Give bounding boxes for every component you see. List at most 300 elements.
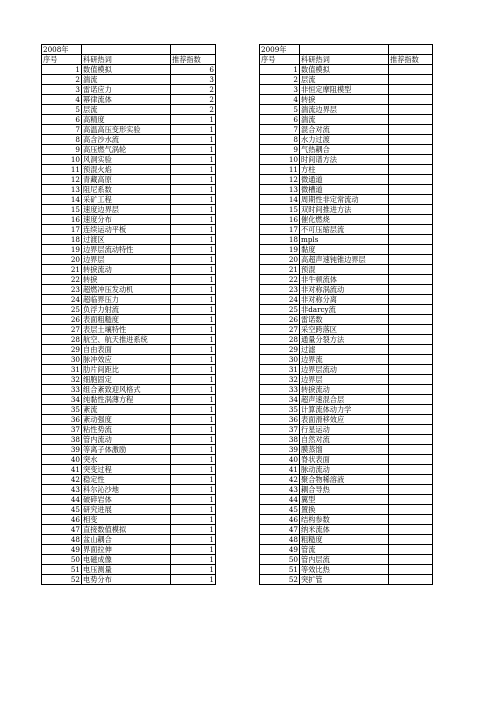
keyword-cell: 数值模拟 (82, 65, 171, 75)
score-cell (389, 385, 433, 395)
index-cell: 52 (260, 575, 300, 585)
index-cell: 9 (260, 145, 300, 155)
score-cell: 1 (171, 225, 216, 235)
index-cell: 35 (42, 405, 82, 415)
gap-cell (216, 495, 260, 505)
keyword-cell: 细胞固定 (82, 375, 171, 385)
score-cell (389, 565, 433, 575)
keyword-cell: 边界流 (300, 355, 389, 365)
table-row (42, 225, 433, 235)
index-cell: 16 (260, 215, 300, 225)
keyword-cell: 微槽道 (300, 185, 389, 195)
keyword-cell: 雷诺应力 (82, 85, 171, 95)
gap-cell (216, 95, 260, 105)
index-cell: 9 (42, 145, 82, 155)
index-cell: 47 (260, 525, 300, 535)
keyword-cell: 双时间推进方法 (300, 205, 389, 215)
score-cell: 1 (171, 495, 216, 505)
keyword-cell: 突水 (82, 455, 171, 465)
index-cell: 24 (260, 295, 300, 305)
table-row (42, 75, 433, 85)
score-cell (389, 95, 433, 105)
gap-cell (216, 105, 260, 115)
score-cell (389, 185, 433, 195)
keyword-cell: 计算流体动力学 (300, 405, 389, 415)
keyword-cell: 高压燃气涡轮 (82, 145, 171, 155)
score-cell: 1 (171, 525, 216, 535)
index-cell: 36 (260, 415, 300, 425)
score-cell: 1 (171, 185, 216, 195)
keyword-cell: 等离子体激励 (82, 445, 171, 455)
keyword-cell: 纳米流体 (300, 525, 389, 535)
index-cell: 46 (260, 515, 300, 525)
keyword-cell: 气热耦合 (300, 145, 389, 155)
score-cell (389, 65, 433, 75)
gap-cell (216, 275, 260, 285)
keyword-cell: 研究进展 (82, 505, 171, 515)
keyword-cell: 超声速混合层 (300, 395, 389, 405)
index-cell: 13 (42, 185, 82, 195)
gap-cell (216, 205, 260, 215)
score-cell: 1 (171, 425, 216, 435)
index-cell: 2 (260, 75, 300, 85)
table-row (42, 235, 433, 245)
score-cell: 1 (171, 125, 216, 135)
score-cell (389, 205, 433, 215)
gap-cell (216, 115, 260, 125)
index-cell: 18 (260, 235, 300, 245)
index-cell: 23 (260, 285, 300, 295)
score-cell: 1 (171, 365, 216, 375)
table-row (42, 195, 433, 205)
keyword-cell: 航空、航天推进系统 (82, 335, 171, 345)
table-row (42, 385, 433, 395)
keyword-cell: 湍流边界层 (300, 105, 389, 115)
score-cell (389, 85, 433, 95)
index-cell: 29 (260, 345, 300, 355)
index-cell: 39 (260, 445, 300, 455)
index-cell: 15 (42, 205, 82, 215)
keyword-cell: 突变过程 (82, 465, 171, 475)
table-row (42, 355, 433, 365)
table-row (42, 495, 433, 505)
keyword-cell: 非牛顿流体 (300, 275, 389, 285)
keyword-cell: 表层土壤特性 (82, 325, 171, 335)
score-cell: 6 (171, 65, 216, 75)
index-cell: 29 (42, 345, 82, 355)
table-row (42, 445, 433, 455)
index-cell: 50 (260, 555, 300, 565)
gap-cell (216, 245, 260, 255)
index-cell: 32 (260, 375, 300, 385)
keyword-cell: 管流 (300, 545, 389, 555)
score-cell: 1 (171, 235, 216, 245)
index-cell: 19 (42, 245, 82, 255)
keyword-cell: 非darcy流 (300, 305, 389, 315)
table-row (42, 135, 433, 145)
keyword-cell: 湍流 (300, 115, 389, 125)
score-cell: 1 (171, 175, 216, 185)
keyword-cell: 脊状表面 (300, 455, 389, 465)
index-cell: 43 (42, 485, 82, 495)
keyword-cell: 管内流动 (82, 435, 171, 445)
index-cell: 2 (42, 75, 82, 85)
index-cell: 4 (42, 95, 82, 105)
table-row (42, 185, 433, 195)
keyword-cell: 组合紊致迎风格式 (82, 385, 171, 395)
score-cell: 1 (171, 215, 216, 225)
index-cell: 45 (260, 505, 300, 515)
keyword-cell: 突扩管 (300, 575, 389, 585)
index-cell: 48 (42, 535, 82, 545)
keyword-cell: 负浮力射流 (82, 305, 171, 315)
score-cell: 1 (171, 475, 216, 485)
score-cell: 1 (171, 285, 216, 295)
score-cell (389, 495, 433, 505)
index-cell: 46 (42, 515, 82, 525)
score-cell: 1 (171, 385, 216, 395)
index-cell: 50 (42, 555, 82, 565)
index-cell: 49 (260, 545, 300, 555)
score-cell (389, 195, 433, 205)
gap-cell (216, 225, 260, 235)
index-cell: 19 (260, 245, 300, 255)
keyword-cell: 稳定性 (82, 475, 171, 485)
table-row (42, 365, 433, 375)
keyword-cell: 破碎岩体 (82, 495, 171, 505)
index-cell: 10 (42, 155, 82, 165)
gap-cell (216, 305, 260, 315)
table-row (42, 115, 433, 125)
table-row (42, 245, 433, 255)
keyword-cell: 雷诺数 (300, 315, 389, 325)
score-cell: 1 (171, 195, 216, 205)
gap-cell (216, 135, 260, 145)
keyword-cell: 连续运动平板 (82, 225, 171, 235)
table-row (42, 255, 433, 265)
header-index-2009: 序号 (260, 55, 300, 65)
index-cell: 6 (42, 115, 82, 125)
score-cell (389, 215, 433, 225)
score-cell (389, 475, 433, 485)
score-cell: 1 (171, 255, 216, 265)
keyword-cell: 微通道 (300, 175, 389, 185)
table-row (42, 165, 433, 175)
gap-cell (216, 75, 260, 85)
index-cell: 12 (42, 175, 82, 185)
index-cell: 38 (42, 435, 82, 445)
index-cell: 14 (42, 195, 82, 205)
score-cell: 1 (171, 545, 216, 555)
keyword-cell: 催化燃烧 (300, 215, 389, 225)
score-cell: 2 (171, 85, 216, 95)
keyword-cell: 盆山耦合 (82, 535, 171, 545)
table-row (42, 395, 433, 405)
year-2008: 2008年 (42, 45, 82, 55)
header-score-2008: 推荐指数 (171, 55, 216, 65)
index-cell: 41 (260, 465, 300, 475)
score-cell (389, 245, 433, 255)
table-row (42, 505, 433, 515)
keyword-cell: 采矿工程 (82, 195, 171, 205)
score-cell (389, 525, 433, 535)
score-cell: 1 (171, 435, 216, 445)
keyword-cell: 电磁成像 (82, 555, 171, 565)
score-cell: 1 (171, 575, 216, 585)
index-cell: 27 (42, 325, 82, 335)
score-cell (389, 485, 433, 495)
index-cell: 5 (42, 105, 82, 115)
index-cell: 20 (260, 255, 300, 265)
score-cell (389, 255, 433, 265)
keyword-cell: 幂律流体 (82, 95, 171, 105)
hotwords-table (41, 44, 433, 585)
score-cell (389, 275, 433, 285)
gap-cell (216, 475, 260, 485)
gap-cell (216, 455, 260, 465)
table-row (42, 125, 433, 135)
score-cell: 1 (171, 445, 216, 455)
keyword-cell: 非对称分离 (300, 295, 389, 305)
score-cell (389, 305, 433, 315)
keyword-cell: 方柱 (300, 165, 389, 175)
index-cell: 35 (260, 405, 300, 415)
index-cell: 14 (260, 195, 300, 205)
index-cell: 43 (260, 485, 300, 495)
index-cell: 10 (260, 155, 300, 165)
table-row (42, 105, 433, 115)
score-cell (389, 105, 433, 115)
score-cell (389, 135, 433, 145)
table-row (42, 175, 433, 185)
score-cell: 1 (171, 145, 216, 155)
keyword-cell: 耦合导热 (300, 485, 389, 495)
score-cell: 1 (171, 485, 216, 495)
header-row (42, 55, 433, 65)
index-cell: 7 (42, 125, 82, 135)
score-cell (389, 535, 433, 545)
keyword-cell: 纯黏性涡薄方程 (82, 395, 171, 405)
keyword-cell: 管内层流 (300, 555, 389, 565)
index-cell: 3 (260, 85, 300, 95)
index-cell: 41 (42, 465, 82, 475)
index-cell: 12 (260, 175, 300, 185)
gap-cell (216, 555, 260, 565)
score-cell (389, 505, 433, 515)
table-row (42, 525, 433, 535)
table-row (42, 325, 433, 335)
score-cell: 1 (171, 115, 216, 125)
score-cell: 1 (171, 465, 216, 475)
gap-cell (216, 365, 260, 375)
keyword-cell: 紊流 (82, 405, 171, 415)
score-cell (389, 235, 433, 245)
index-cell: 6 (260, 115, 300, 125)
table-row (42, 275, 433, 285)
table-row (42, 485, 433, 495)
score-cell: 1 (171, 205, 216, 215)
table-row (42, 295, 433, 305)
keyword-cell: 时间谱方法 (300, 155, 389, 165)
gap-cell (216, 165, 260, 175)
gap-cell (216, 395, 260, 405)
keyword-cell: 转捩 (300, 95, 389, 105)
keyword-cell: 风洞实验 (82, 155, 171, 165)
gap-cell (216, 325, 260, 335)
table-row (42, 555, 433, 565)
keyword-cell: 表面滑移效应 (300, 415, 389, 425)
keyword-cell: 高超声速钝锥边界层 (300, 255, 389, 265)
table-row (42, 535, 433, 545)
keyword-cell: 水力过渡 (300, 135, 389, 145)
keyword-cell: 湍流 (82, 75, 171, 85)
gap-cell (216, 485, 260, 495)
header-index-2008: 序号 (42, 55, 82, 65)
gap-cell (216, 425, 260, 435)
table-row (42, 155, 433, 165)
index-cell: 30 (260, 355, 300, 365)
index-cell: 44 (260, 495, 300, 505)
keyword-cell: 超燃冲压发动机 (82, 285, 171, 295)
gap-cell (216, 145, 260, 155)
score-cell (389, 165, 433, 175)
index-cell: 25 (260, 305, 300, 315)
score-cell: 1 (171, 375, 216, 385)
keyword-cell: 自由表面 (82, 345, 171, 355)
index-cell: 8 (42, 135, 82, 145)
score-cell: 1 (171, 345, 216, 355)
keyword-cell: 层流 (82, 105, 171, 115)
index-cell: 33 (42, 385, 82, 395)
score-cell (389, 435, 433, 445)
keyword-cell: 层流 (300, 75, 389, 85)
spreadsheet (41, 44, 433, 585)
index-cell: 11 (260, 165, 300, 175)
keyword-cell: 直接数值模拟 (82, 525, 171, 535)
score-cell (389, 395, 433, 405)
keyword-cell: 速度边界层 (82, 205, 171, 215)
keyword-cell: 电势分布 (82, 575, 171, 585)
score-cell: 3 (171, 75, 216, 85)
score-cell (389, 155, 433, 165)
gap-cell (216, 195, 260, 205)
table-row (42, 465, 433, 475)
score-cell (389, 315, 433, 325)
index-cell: 25 (42, 305, 82, 315)
score-cell: 2 (171, 105, 216, 115)
table-row (42, 375, 433, 385)
index-cell: 21 (260, 265, 300, 275)
gap-cell (216, 405, 260, 415)
table-row (42, 415, 433, 425)
index-cell: 28 (260, 335, 300, 345)
keyword-cell: 非对称涡流动 (300, 285, 389, 295)
gap-cell (216, 215, 260, 225)
index-cell: 8 (260, 135, 300, 145)
index-cell: 7 (260, 125, 300, 135)
keyword-cell: 高温高压变形实验 (82, 125, 171, 135)
keyword-cell: 表面粗糙度 (82, 315, 171, 325)
table-row (42, 215, 433, 225)
index-cell: 51 (260, 565, 300, 575)
index-cell: 23 (42, 285, 82, 295)
gap-cell (216, 185, 260, 195)
score-cell (389, 145, 433, 155)
table-row (42, 205, 433, 215)
score-cell: 1 (171, 165, 216, 175)
index-cell: 20 (42, 255, 82, 265)
index-cell: 34 (42, 395, 82, 405)
keyword-cell: 不可压缩层流 (300, 225, 389, 235)
keyword-cell: 膜蒸馏 (300, 445, 389, 455)
gap-cell (216, 415, 260, 425)
score-cell (389, 125, 433, 135)
score-cell: 1 (171, 355, 216, 365)
score-cell (389, 75, 433, 85)
header-keyword-2008: 科研热词 (82, 55, 171, 65)
index-cell: 40 (260, 455, 300, 465)
gap-cell (216, 385, 260, 395)
index-cell: 49 (42, 545, 82, 555)
score-cell (389, 455, 433, 465)
table-row (42, 515, 433, 525)
score-cell: 1 (171, 415, 216, 425)
keyword-cell: 置换 (300, 505, 389, 515)
score-cell (389, 425, 433, 435)
keyword-cell: mpls (300, 235, 389, 245)
index-cell: 17 (260, 225, 300, 235)
index-cell: 3 (42, 85, 82, 95)
keyword-cell: 预混 (300, 265, 389, 275)
gap-cell (216, 175, 260, 185)
index-cell: 21 (42, 265, 82, 275)
score-cell: 2 (171, 95, 216, 105)
index-cell: 51 (42, 565, 82, 575)
gap-cell (216, 285, 260, 295)
score-cell (389, 335, 433, 345)
index-cell: 32 (42, 375, 82, 385)
keyword-cell: 边界层流动 (300, 365, 389, 375)
score-cell (389, 285, 433, 295)
keyword-cell: 高精度 (82, 115, 171, 125)
keyword-cell: 过滤 (300, 345, 389, 355)
score-cell (389, 355, 433, 365)
index-cell: 1 (42, 65, 82, 75)
index-cell: 31 (42, 365, 82, 375)
score-cell (389, 465, 433, 475)
score-cell: 1 (171, 405, 216, 415)
gap-cell (216, 255, 260, 265)
score-cell: 1 (171, 265, 216, 275)
index-cell: 16 (42, 215, 82, 225)
score-cell: 1 (171, 515, 216, 525)
keyword-cell: 非恒定摩阻模型 (300, 85, 389, 95)
table-row (42, 315, 433, 325)
table-row (42, 405, 433, 415)
keyword-cell: 边界层 (300, 375, 389, 385)
score-cell (389, 325, 433, 335)
score-cell: 1 (171, 275, 216, 285)
index-cell: 11 (42, 165, 82, 175)
keyword-cell: 科尔沁沙地 (82, 485, 171, 495)
keyword-cell: 粘性势流 (82, 425, 171, 435)
table-row (42, 475, 433, 485)
score-cell: 1 (171, 555, 216, 565)
index-cell: 47 (42, 525, 82, 535)
keyword-cell: 脉动流动 (300, 465, 389, 475)
keyword-cell: 黏度 (300, 245, 389, 255)
gap-cell (216, 375, 260, 385)
